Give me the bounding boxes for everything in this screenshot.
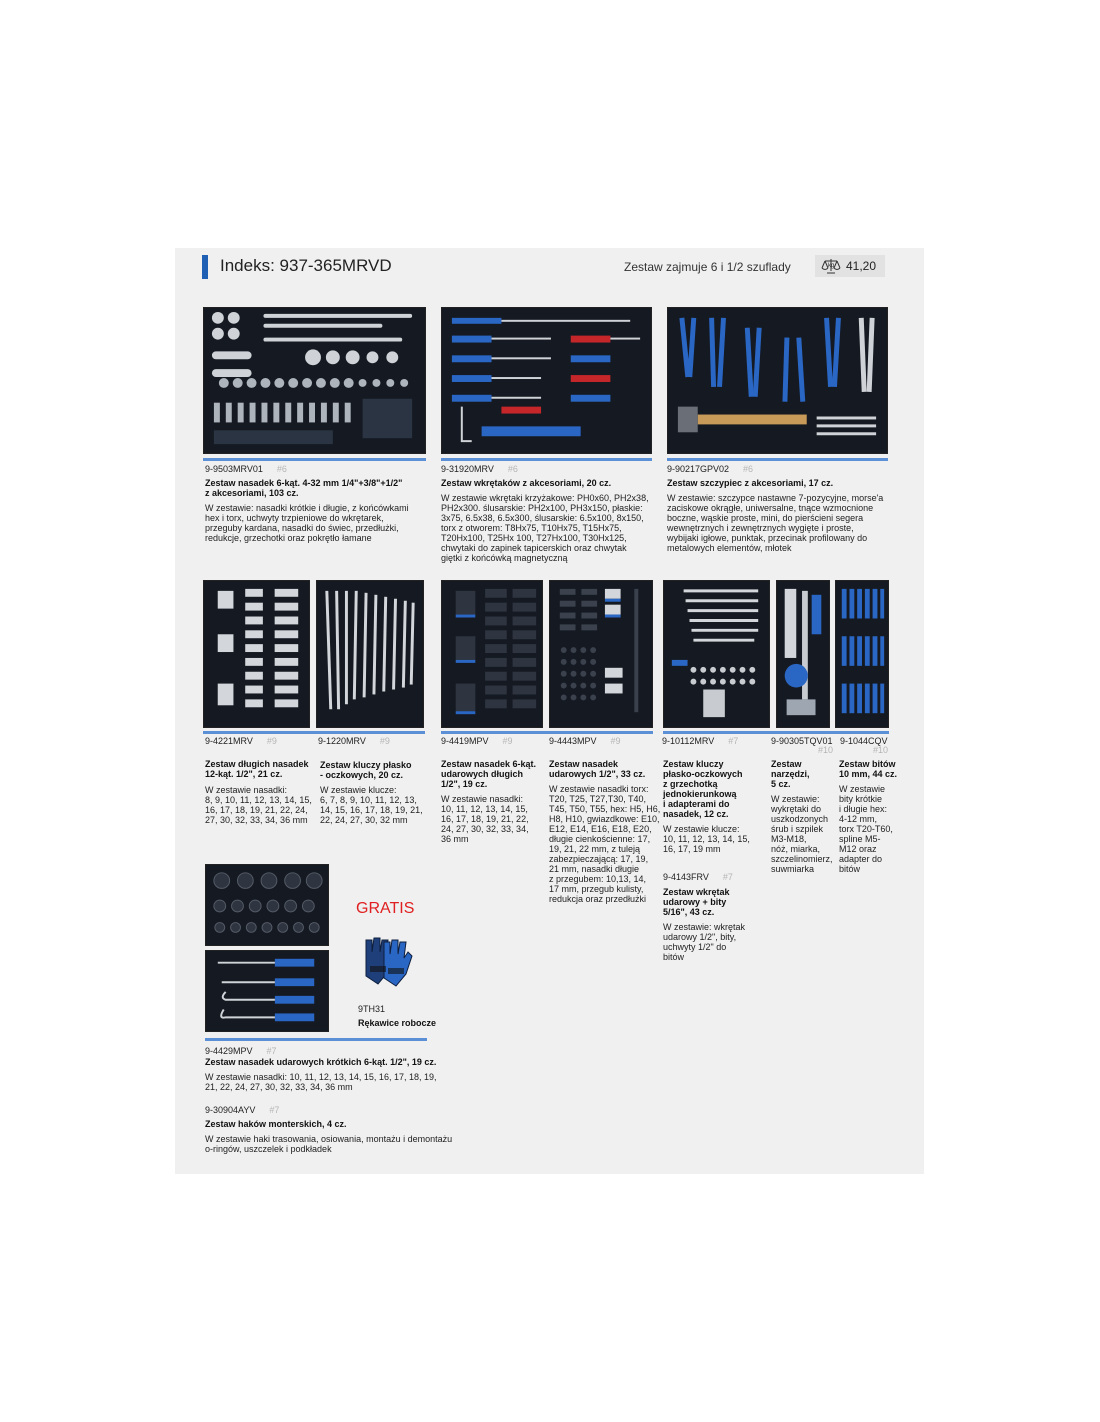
product-code: 9-9503MRV01 #6	[205, 464, 287, 474]
weight-value: 41,20	[846, 259, 877, 273]
product-code: 9-4443MPV #9	[549, 736, 621, 746]
rule-row3	[205, 1038, 427, 1041]
product-title: Zestaw szczypiec z akcesoriami, 17 cz.	[667, 478, 834, 488]
product-desc: W zestawie: wykrętaki do uszkodzonych śrub i szpilek M3-M18, nóż, miarka, szczelinomierz, suwmiarka	[771, 794, 833, 874]
work-gloves-icon	[358, 932, 416, 988]
tray-image-pliers-set	[667, 307, 888, 454]
weight-badge	[815, 255, 885, 277]
tray-image-impact-short-sockets	[205, 864, 329, 946]
product-desc: W zestawie: szczypce nastawne 7-pozycyjne, morse'a zaciskowe okrągłe, uniwersalne, tnące wzmocnione boczne, wąskie proste, mini, do pierścieni segera wewnętrznych i zewnętrznych wygięte i proste, wybijaki igłowe, punktak, przecinak profilowany do metalowych elementów, młotek	[667, 493, 884, 553]
tray-image-ratchet-wrenches	[663, 580, 770, 728]
product-title: Zestaw narzędzi, 5 cz.	[771, 759, 810, 789]
product-title: Zestaw nasadek 6-kąt. udarowych długich 1/2", 19 cz.	[441, 759, 537, 789]
product-desc: W zestawie nasadki torx: T20, T25, T27,T30, T40, T45, T50, T55, hex: H5, H6, H8, H10, gwiazdkowe: E10, E12, E14, E16, E18, E20, długie cienkościenne: 17, 19, 21, 22 mm, z tuleją zabezpieczającą: 17, 19, 21 mm, nasadki długie z przegubem: 10,13, 14, 17 mm, przegub kulisty, redukcja oraz przedłużki	[549, 784, 661, 904]
product-desc: W zestawie klucze: 10, 11, 12, 13, 14, 15, 16, 17, 19 mm	[663, 824, 750, 854]
product-desc: W zestawie: nasadki krótkie i długie, z końcówkami hex i torx, uchwyty trzpieniowe do wkrętarek, przeguby kardana, nasadki do świec, przedłużki, redukcje, grzechotki oraz pokrętło łamane	[205, 503, 409, 543]
tray-image-socket-set	[203, 307, 426, 454]
product-code: 9-4221MRV #9	[205, 736, 277, 746]
product-code: 9-4429MPV #7	[205, 1046, 277, 1056]
gratis-label: GRATIS	[356, 900, 415, 917]
product-code: 9-90217GPV02 #6	[667, 464, 754, 474]
product-title: Zestaw nasadek udarowych 1/2", 33 cz.	[549, 759, 646, 779]
tray-image-long-sockets	[203, 580, 310, 728]
product-code: 9-1220MRV #9	[318, 736, 390, 746]
tray-image-combination-wrenches	[316, 580, 424, 728]
rule-row1-col3	[667, 458, 888, 461]
rule-row2-left	[203, 731, 425, 734]
product-desc: W zestawie haki trasowania, osiowania, montażu i demontażu o-ringów, uszczelek i podkładek	[205, 1134, 453, 1154]
header-accent-bar	[202, 255, 208, 279]
product-code: 9-90305TQV01	[771, 736, 833, 746]
product-code: 9-4419MPV #9	[441, 736, 513, 746]
product-num: #10	[873, 745, 889, 755]
product-desc: W zestawie: wkrętak udarowy 1/2", bity, uchwyty 1/2" do bitów	[663, 922, 746, 962]
product-desc: W zestawie wkrętaki krzyżakowe: PH0x60, PH2x38, PH2x300. ślusarskie: PH2x100, PH3x150, płaskie: 3x75, 6.5x38, 6.5x300, ślusarskie: 6.5x100, 8x150, torx z otworem: T8Hx75, T10Hx75, T15Hx75, T20Hx100, T25Hx 100, T27Hx100, T30Hx125, chwytaki do zapinek tapicerskich oraz chwytak giętki z końcówką magnetyczną	[441, 493, 649, 563]
product-title: Zestaw bitów 10 mm, 44 cz.	[839, 759, 898, 779]
product-title: Zestaw długich nasadek 12-kąt. 1/2", 21 cz.	[205, 759, 309, 779]
product-title: Zestaw nasadek 6-kąt. 4-32 mm 1/4"+3/8"+1/2" z akcesoriami, 103 cz.	[205, 478, 403, 498]
product-desc: W zestawie nasadki: 8, 9, 10, 11, 12, 13, 14, 15, 16, 17, 18, 19, 21, 22, 24, 27, 30, 32, 33, 34, 36 mm	[205, 785, 312, 825]
product-code: 9-4143FRV #7	[663, 872, 733, 882]
tray-image-bit-set	[835, 580, 889, 728]
page-title: Indeks: 937-365MRVD	[220, 256, 392, 275]
product-code: 9-31920MRV #6	[441, 464, 518, 474]
rule-row1-col1	[203, 458, 426, 461]
tray-image-impact-long-sockets	[441, 580, 543, 728]
product-title: Zestaw wkrętaków z akcesoriami, 20 cz.	[441, 478, 612, 488]
tray-image-impact-sockets	[549, 580, 653, 728]
svg-text:kg: kg	[828, 263, 835, 269]
rule-row1-col2	[441, 458, 652, 461]
tray-image-hooks	[205, 950, 329, 1032]
product-title: Zestaw haków monterskich, 4 cz.	[205, 1119, 347, 1129]
product-num: #10	[818, 745, 834, 755]
product-title: Zestaw wkrętak udarowy + bity 5/16", 43 cz.	[663, 887, 730, 917]
product-code: 9-1044CQV	[840, 736, 888, 746]
gift-code: 9TH31	[358, 1004, 386, 1014]
product-desc: W zestawie nasadki: 10, 11, 12, 13, 14, 15, 16, 17, 18, 19, 21, 22, 24, 27, 30, 32, 33, 34, 36 mm	[441, 794, 529, 844]
drawer-info: Zestaw zajmuje 6 i 1/2 szuflady	[624, 260, 791, 274]
product-code: 9-10112MRV #7	[662, 736, 739, 746]
product-desc: W zestawie nasadki: 10, 11, 12, 13, 14, 15, 16, 17, 18, 19, 21, 22, 24, 27, 30, 32, 33, 34, 36 mm	[205, 1072, 437, 1092]
tray-image-tool-set	[776, 580, 830, 728]
product-desc: W zestawie klucze: 6, 7, 8, 9, 10, 11, 12, 13, 14, 15, 16, 17, 18, 19, 21, 22, 24, 27, 30, 32 mm	[320, 785, 423, 825]
rule-row2-mid	[441, 731, 653, 734]
product-title: Zestaw kluczy płasko-oczkowych z grzechotką jednokierunkową i adapterami do nasadek, 12 cz.	[663, 759, 743, 819]
product-desc: W zestawie bity krótkie i długie hex: 4-12 mm, torx T20-T60, spline M5- M12 oraz adapter do bitów	[839, 784, 893, 874]
gift-title: Rękawice robocze	[358, 1018, 437, 1028]
product-title: Zestaw nasadek udarowych krótkich 6-kąt. 1/2", 19 cz.	[205, 1057, 437, 1067]
product-title: Zestaw kluczy płasko - oczkowych, 20 cz.	[320, 760, 412, 780]
rule-row2-right	[663, 731, 889, 734]
product-code: 9-30904AYV #7	[205, 1105, 280, 1115]
kg-scale-icon	[821, 257, 841, 275]
tray-image-screwdriver-set	[441, 307, 652, 454]
